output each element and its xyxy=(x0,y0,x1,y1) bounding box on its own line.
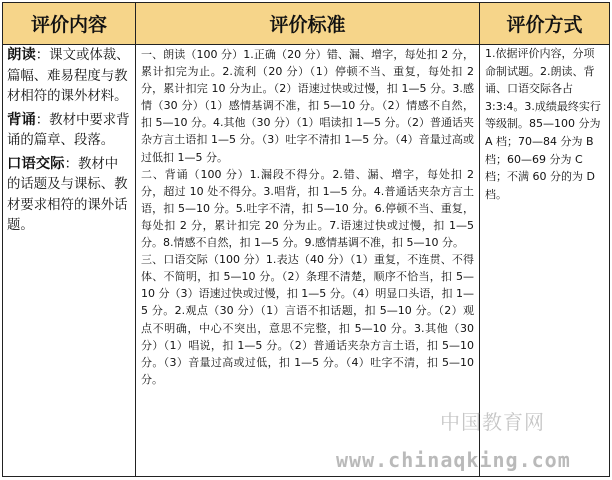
standard-reading: 一、朗读（100 分）1.正确（20 分）错、漏、增字，每处扣 2 分，累计扣完为止。2.流利（20 分）（1）停顿不当、重复，每处扣 2 分，累计扣完 10 分为止。（2）语速过快或过慢，扣 1—5 分。3.感情（30 分）（1）感情基调不准，扣 5—10 分。（2）情感不自然，扣 5—10 分。4.其他（30 分）（1）唱读扣 1—5 分。（2）普通话夹杂方言土语扣 1—5 分。（3）吐字不清扣 1—5 分。（4）音量过高或过低扣 1—5 分。 xyxy=(141,48,474,164)
content-desc: ：教材中要求背诵的篇章、段落。 xyxy=(7,112,130,148)
content-desc: ：教材中的话题及与课标、教材要求相符的课外话题。 xyxy=(7,156,128,233)
content-reading xyxy=(7,45,131,108)
content-recitation xyxy=(7,110,131,152)
content-term: 口语交际 xyxy=(7,155,65,172)
content-cell xyxy=(3,45,136,477)
header-row xyxy=(3,3,610,45)
header-content: 评价内容 xyxy=(3,3,136,45)
content-desc: ：课文或体裁、篇幅、难易程度与教材相符的课外材料。 xyxy=(7,48,130,104)
header-method: 评价方式 xyxy=(480,3,610,45)
watermark-cn: 中国教育网 xyxy=(440,410,545,434)
standard-oral: 三、口语交际（100 分）1.表达（40 分）（1）重复，不连贯、不得体、不简明，扣 5—10 分。（2）条理不清楚，顺序不恰当，扣 5—10 分（3）语速过快或过慢，扣 1—5 分。（4）明显口头语，扣 1—5 分。2.观点（30 分）（1）言语不扣话题，扣 5—10 分。（2）观点不明确，中心不突出，意思不完整，扣 5—10 分。3.其他（30 分）（1）唱说，扣 1—5 分。（2）普通话夹杂方言土语，扣 5—10 分。（3）音量过高或过低，扣 1—5 分。（4）吐字不清，扣 5—10 分。 xyxy=(141,253,474,386)
standard-cell xyxy=(136,45,480,477)
watermark-url: www.chinaqking.com xyxy=(336,448,571,472)
standard-recitation: 二、背诵（100 分）1.漏段不得分。2.错、漏、增字，每处扣 2 分，超过 10 处不得分。3.唱背，扣 1—5 分。4.普通话夹杂方言土语，扣 5—10 分。5.吐字不清，扣 5—10 分。6.停顿不当、重复，每处扣 2 分，累计扣完 20 分为止。7.语速过快或过慢，扣 1—5 分。8.情感不自然，扣 1—5 分。9.感情基调不准，扣 5—10 分。 xyxy=(141,167,474,250)
content-term: 背诵 xyxy=(7,111,36,128)
content-oral xyxy=(7,154,131,237)
header-standard: 评价标准 xyxy=(136,3,480,45)
content-term: 朗读 xyxy=(7,47,36,63)
method-text: 1.依据评价内容，分项命制试题。2.朗读、背诵、口语交际各占 3:3:4。3.成绩最终实行等级制。85—100 分为 A 档；70—84 分为 B 档；60—69 分为 C 档；不满 60 分的为 D 档。 xyxy=(485,47,601,201)
